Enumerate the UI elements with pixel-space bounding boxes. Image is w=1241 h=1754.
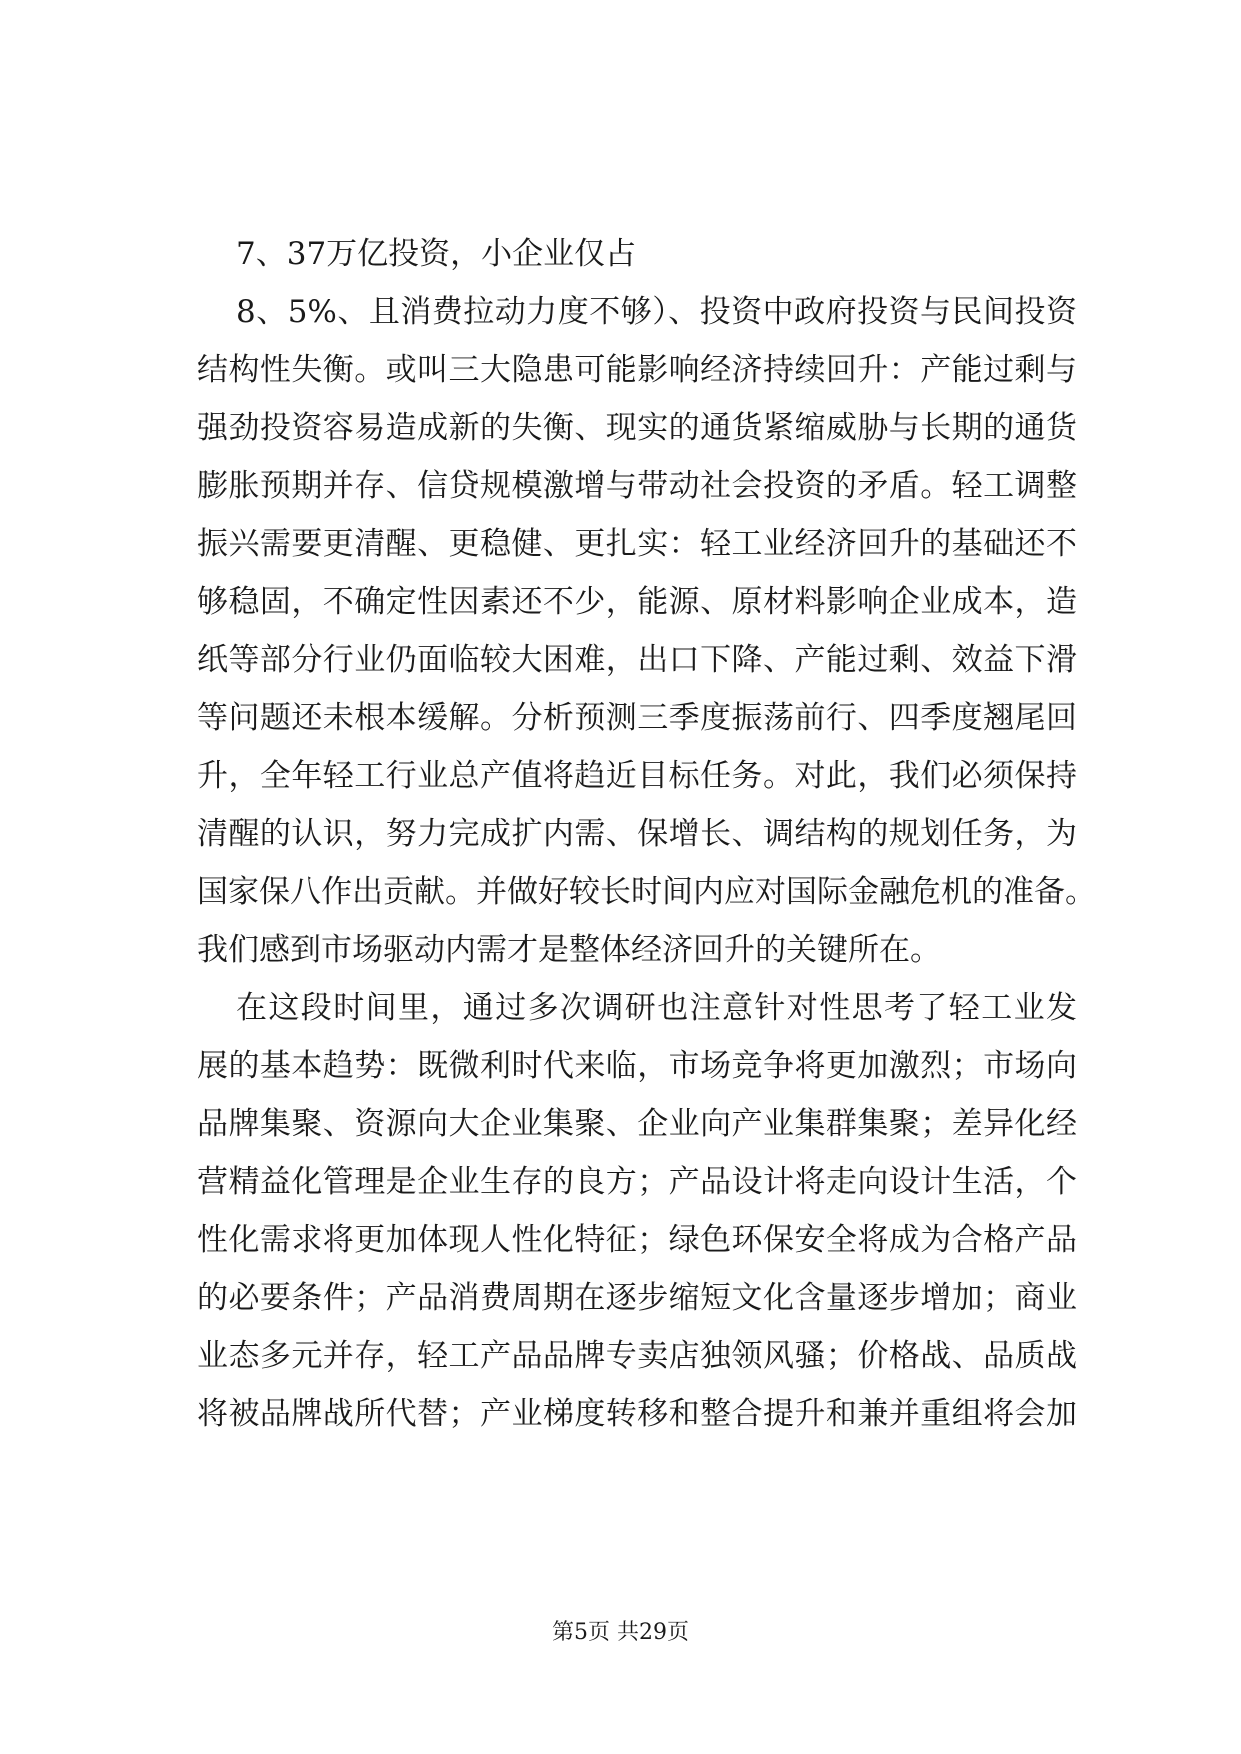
- text-line: 展的基本趋势：既微利时代来临，市场竞争将更加激烈；市场向: [197, 1048, 1077, 1084]
- text-line: 振兴需要更清醒、更稳健、更扎实：轻工业经济回升的基础还不: [197, 526, 1077, 562]
- text-line: 品牌集聚、资源向大企业集聚、企业向产业集群集聚；差异化经: [197, 1106, 1077, 1142]
- text-line: 业态多元并存，轻工产品品牌专卖店独领风骚；价格战、品质战: [197, 1338, 1077, 1374]
- text-line: 纸等部分行业仍面临较大困难，出口下降、产能过剩、效益下滑: [197, 642, 1077, 678]
- text-line: 升，全年轻工行业总产值将趋近目标任务。对此，我们必须保持: [197, 758, 1077, 794]
- text-line: 的必要条件；产品消费周期在逐步缩短文化含量逐步增加；商业: [197, 1280, 1077, 1316]
- text-line: 强劲投资容易造成新的失衡、现实的通货紧缩威胁与长期的通货: [197, 410, 1077, 446]
- text-line: 够稳固，不确定性因素还不少，能源、原材料影响企业成本，造: [197, 584, 1077, 620]
- text-line: 清醒的认识，努力完成扩内需、保增长、调结构的规划任务，为: [197, 816, 1077, 852]
- text-line: 8、5%、且消费拉动力度不够）、投资中政府投资与民间投资: [236, 294, 1077, 330]
- page-number-footer: 第5页 共29页: [552, 1620, 689, 1645]
- text-line: 等问题还未根本缓解。分析预测三季度振荡前行、四季度翘尾回: [197, 700, 1077, 736]
- text-line: 营精益化管理是企业生存的良方；产品设计将走向设计生活，个: [197, 1164, 1077, 1200]
- text-line: 膨胀预期并存、信贷规模激增与带动社会投资的矛盾。轻工调整: [197, 468, 1077, 504]
- text-line: 在这段时间里，通过多次调研也注意针对性思考了轻工业发: [236, 990, 1077, 1026]
- text-line: 性化需求将更加体现人性化特征；绿色环保安全将成为合格产品: [197, 1222, 1077, 1258]
- text-line: 国家保八作出贡献。并做好较长时间内应对国际金融危机的准备。: [197, 874, 1096, 910]
- text-line: 将被品牌战所代替；产业梯度转移和整合提升和兼并重组将会加: [197, 1396, 1077, 1432]
- text-line: 结构性失衡。或叫三大隐患可能影响经济持续回升：产能过剩与: [197, 352, 1077, 388]
- text-line: 我们感到市场驱动内需才是整体经济回升的关键所在。: [197, 932, 941, 968]
- text-line: 7、37万亿投资，小企业仅占: [236, 236, 637, 272]
